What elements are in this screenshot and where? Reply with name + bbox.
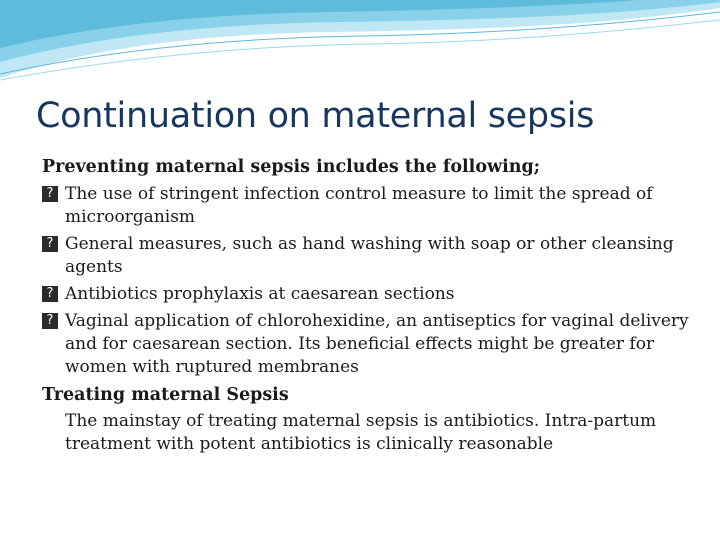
bullet-marker-icon: ? — [42, 313, 58, 329]
bullet-item — [42, 283, 702, 306]
bullet-marker-icon: ? — [42, 236, 58, 252]
bullet-text: General measures, such as hand washing with soap or other cleansing agents — [65, 234, 674, 277]
bullet-marker-icon: ? — [42, 186, 58, 202]
slide-content — [42, 155, 702, 456]
bullet-text: Antibiotics prophylaxis at caesarean sections — [65, 284, 455, 304]
section-heading-prevention: Preventing maternal sepsis includes the following; — [42, 157, 541, 177]
bullet-item — [42, 233, 702, 279]
bullet-marker-icon: ? — [42, 286, 58, 302]
bullet-item — [42, 183, 702, 229]
treatment-paragraph: The mainstay of treating maternal sepsis is antibiotics. Intra-partum treatment with potent antibiotics is clinically reasonable — [65, 411, 657, 454]
bullet-item — [42, 310, 702, 379]
header-wave-decoration — [0, 0, 720, 90]
slide-title: Continuation on maternal sepsis — [36, 96, 595, 136]
bullet-text: The use of stringent infection control measure to limit the spread of microorganism — [65, 184, 653, 227]
bullet-text: Vaginal application of chlorohexidine, an antiseptics for vaginal delivery and for caesarean section. Its beneficial effects might be greater for women with ruptured membranes — [65, 311, 689, 377]
section-heading-treatment: Treating maternal Sepsis — [42, 385, 289, 405]
